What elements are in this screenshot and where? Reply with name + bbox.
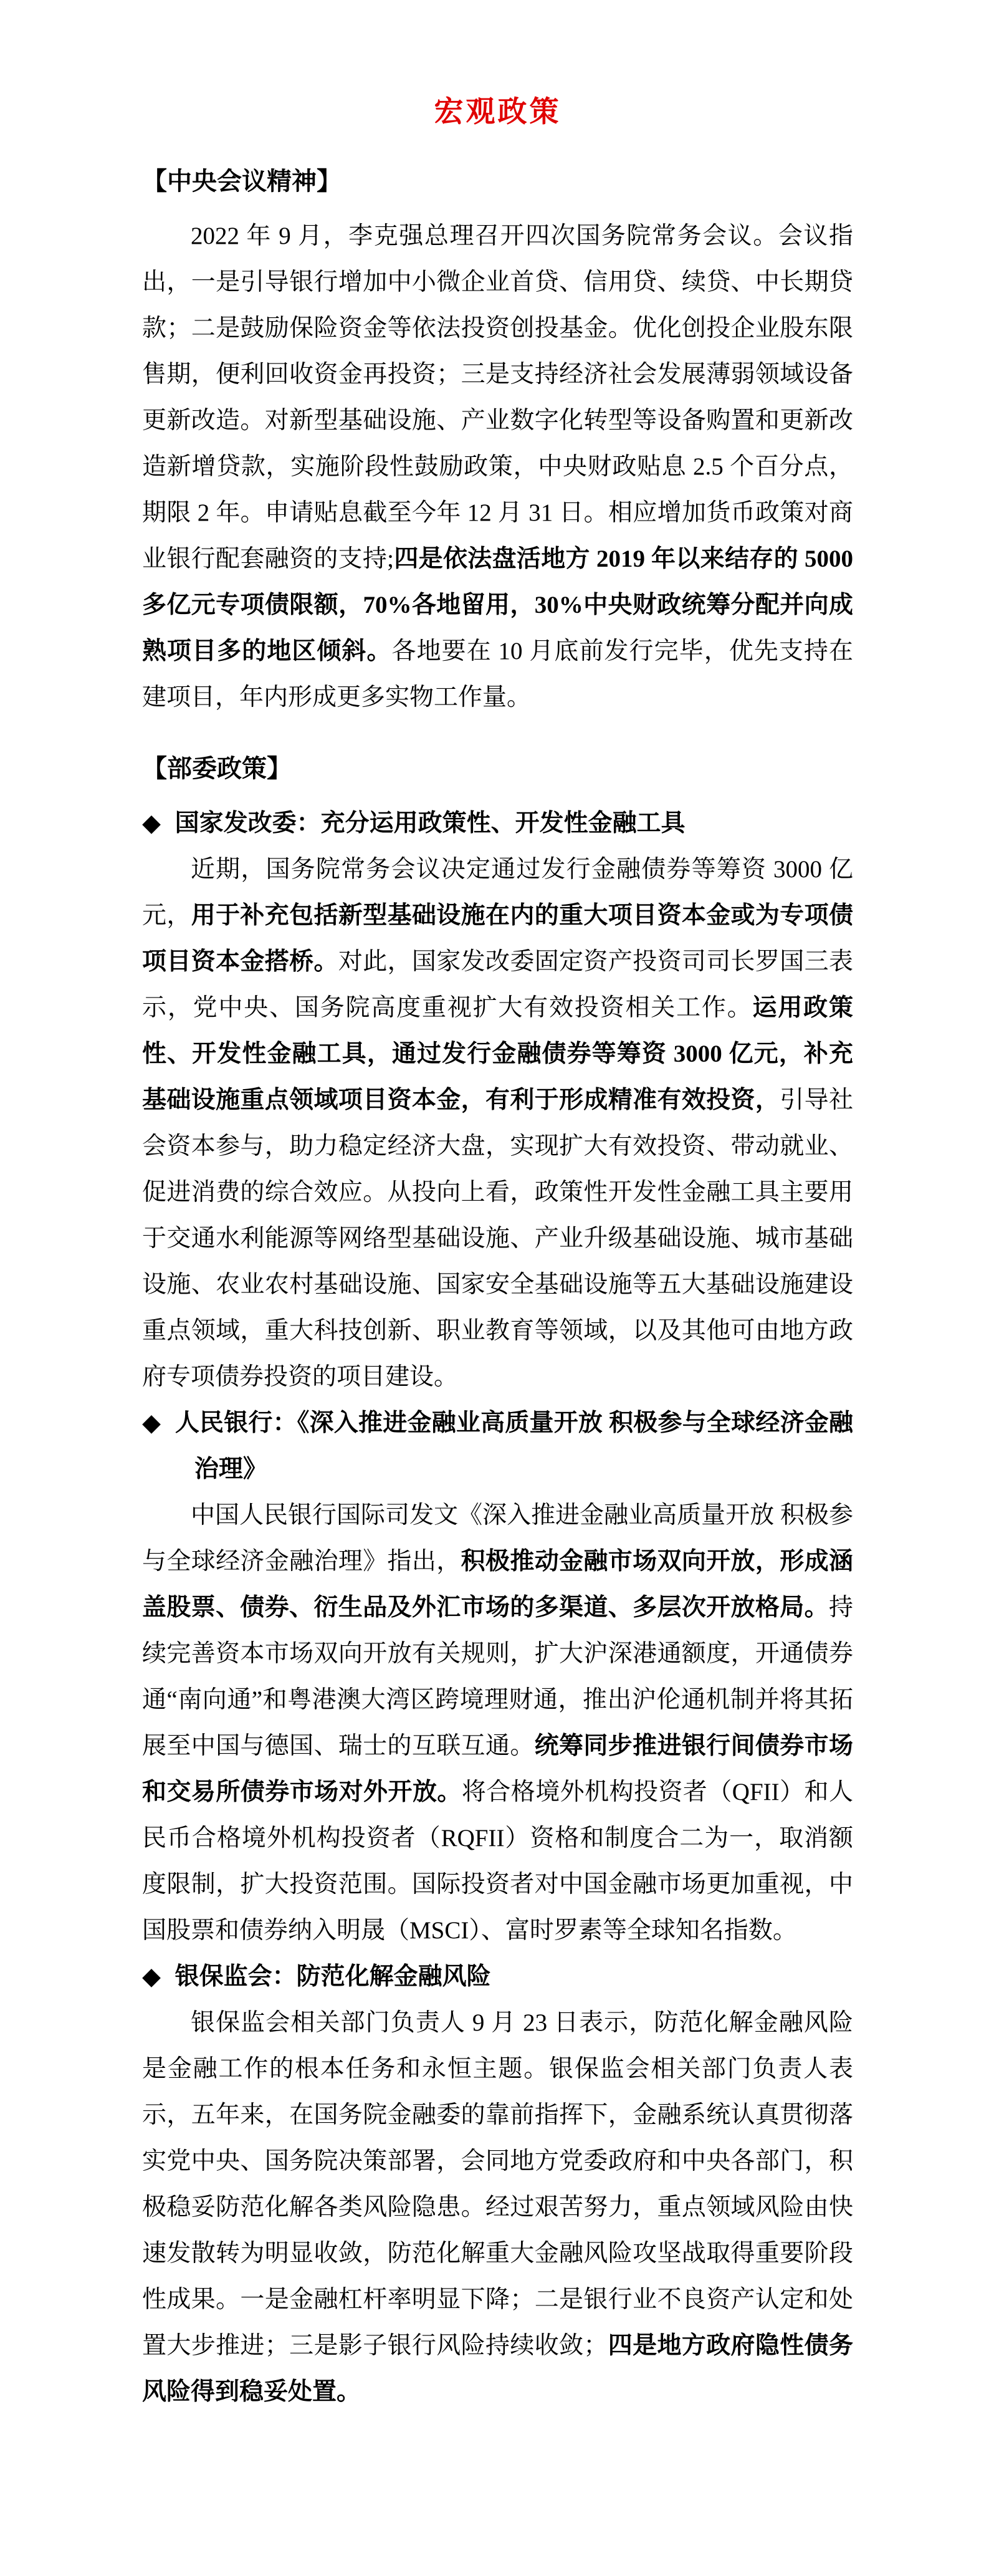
bold-text-run: 人民银行：《深入推进金融业高质量开放 积极参与全球经济金融治理》 bbox=[174, 1410, 853, 1483]
section-heading-central-meeting-spirit: 【中央会议精神】 bbox=[142, 167, 342, 195]
paragraph-pboc bbox=[142, 1492, 853, 1954]
bullet-heading-ndrc bbox=[142, 800, 853, 847]
text-run: 中国人民银行国际司发文《深入推进金融业高质量开放 积极参与全球经济金融治理》指出， bbox=[142, 1502, 853, 1575]
bold-text-run: 运用政策性、开发性金融工具，通过发行金融债券等筹资 3000 亿元，补充基础设施重点领域项目资本金，有利于形成精准有效投资， bbox=[142, 994, 853, 1113]
bullet-heading-cbirc bbox=[142, 1954, 853, 2000]
paragraph-cbirc bbox=[142, 2000, 853, 2415]
text-run: 将合格境外机构投资者（QFII）和人民币合格境外机构投资者（RQFII）资格和制度合二为一，取消额度限制，扩大投资范围。国际投资者对中国金融市场更加重视，中国股票和债券纳入明晟（MSCI）、富时罗素等全球知名指数。 bbox=[142, 1779, 853, 1944]
bullet-heading-pboc bbox=[142, 1400, 853, 1492]
bold-text-run: 银保监会：防范化解金融风险 bbox=[174, 1963, 491, 1990]
bold-text-run: 统筹同步推进银行间债券市场和交易所债券市场对外开放。 bbox=[142, 1733, 853, 1805]
bold-text-run: 积极推动金融市场双向开放，形成涵盖股票、债券、衍生品及外汇市场的多渠道、多层次开放格局。 bbox=[142, 1548, 853, 1621]
text-run: 持续完善资本市场双向开放有关规则，扩大沪深港通额度，开通债券通“南向通”和粤港澳大湾区跨境理财通，推出沪伦通机制并将其拓展至中国与德国、瑞士的互联互通。 bbox=[142, 1594, 853, 1759]
section-heading-ministry-policies: 【部委政策】 bbox=[142, 754, 292, 782]
text-run: 近期，国务院常务会议决定通过发行金融债券等筹资 3000 亿元， bbox=[142, 856, 853, 929]
paragraph-ndrc bbox=[142, 847, 853, 1400]
paragraph-central-meeting bbox=[142, 213, 853, 721]
text-run: 各地要在 10 月底前发行完毕，优先支持在建项目，年内形成更多实物工作量。 bbox=[142, 638, 853, 711]
bold-text-run: 国家发改委：充分运用政策性、开发性金融工具 bbox=[174, 810, 686, 837]
bullet-heading-text bbox=[175, 810, 686, 837]
diamond-bullet-icon: ◆ bbox=[142, 1410, 161, 1436]
bullet-heading-text bbox=[175, 1410, 853, 1483]
text-run: 银保监会相关部门负责人 9 月 23 日表示，防范化解金融风险是金融工作的根本任务和永恒主题。银保监会相关部门负责人表示，五年来，在国务院金融委的靠前指挥下，金融系统认真贯彻落实党中央、国务院决策部署，会同地方党委政府和中央各部门，积极稳妥防范化解各类风险隐患。经过艰苦努力，重点领域风险由快速发散转为明显收敛，防范化解重大金融风险攻坚战取得重要阶段性成果。一是金融杠杆率明显下降；二是银行业不良资产认定和处置大步推进；三是影子银行风险持续收敛； bbox=[142, 2009, 853, 2359]
diamond-bullet-icon: ◆ bbox=[142, 1963, 161, 1990]
text-run: 引导社会资本参与，助力稳定经济大盘，实现扩大有效投资、带动就业、促进消费的综合效应。从投向上看，政策性开发性金融工具主要用于交通水利能源等网络型基础设施、产业升级基础设施、城市基础设施、农业农村基础设施、国家安全基础设施等五大基础设施建设重点领域，重大科技创新、职业教育等领域，以及其他可由地方政府专项债券投资的项目建设。 bbox=[142, 1087, 853, 1390]
diamond-bullet-icon: ◆ bbox=[142, 810, 161, 837]
text-run: 对此，国家发改委固定资产投资司司长罗国三表示，党中央、国务院高度重视扩大有效投资相关工作。 bbox=[142, 948, 853, 1021]
bullet-heading-text bbox=[175, 1963, 491, 1990]
bold-text-run: 四是地方政府隐性债务风险得到稳妥处置。 bbox=[142, 2332, 853, 2405]
bold-text-run: 用于补充包括新型基础设施在内的重大项目资本金或为专项债项目资本金搭桥。 bbox=[142, 902, 853, 975]
text-run: 2022 年 9 月，李克强总理召开四次国务院常务会议。会议指出，一是引导银行增加中小微企业首贷、信用贷、续贷、中长期贷款；二是鼓励保险资金等依法投资创投基金。优化创投企业股东限售期，便利回收资金再投资；三是支持经济社会发展薄弱领域设备更新改造。对新型基础设施、产业数字化转型等设备购置和更新改造新增贷款，实施阶段性鼓励政策，中央财政贴息 2.5 个百分点，期限 2 年。申请贴息截至今年 12 月 31 日。相应增加货币政策对商业银行配套融资的支持; bbox=[142, 223, 853, 572]
bold-text-run: 四是依法盘活地方 2019 年以来结存的 5000 多亿元专项债限额，70%各地留用，30%中央财政统筹分配并向成熟项目多的地区倾斜。 bbox=[142, 545, 853, 665]
page-title: 宏观政策 bbox=[434, 96, 561, 128]
